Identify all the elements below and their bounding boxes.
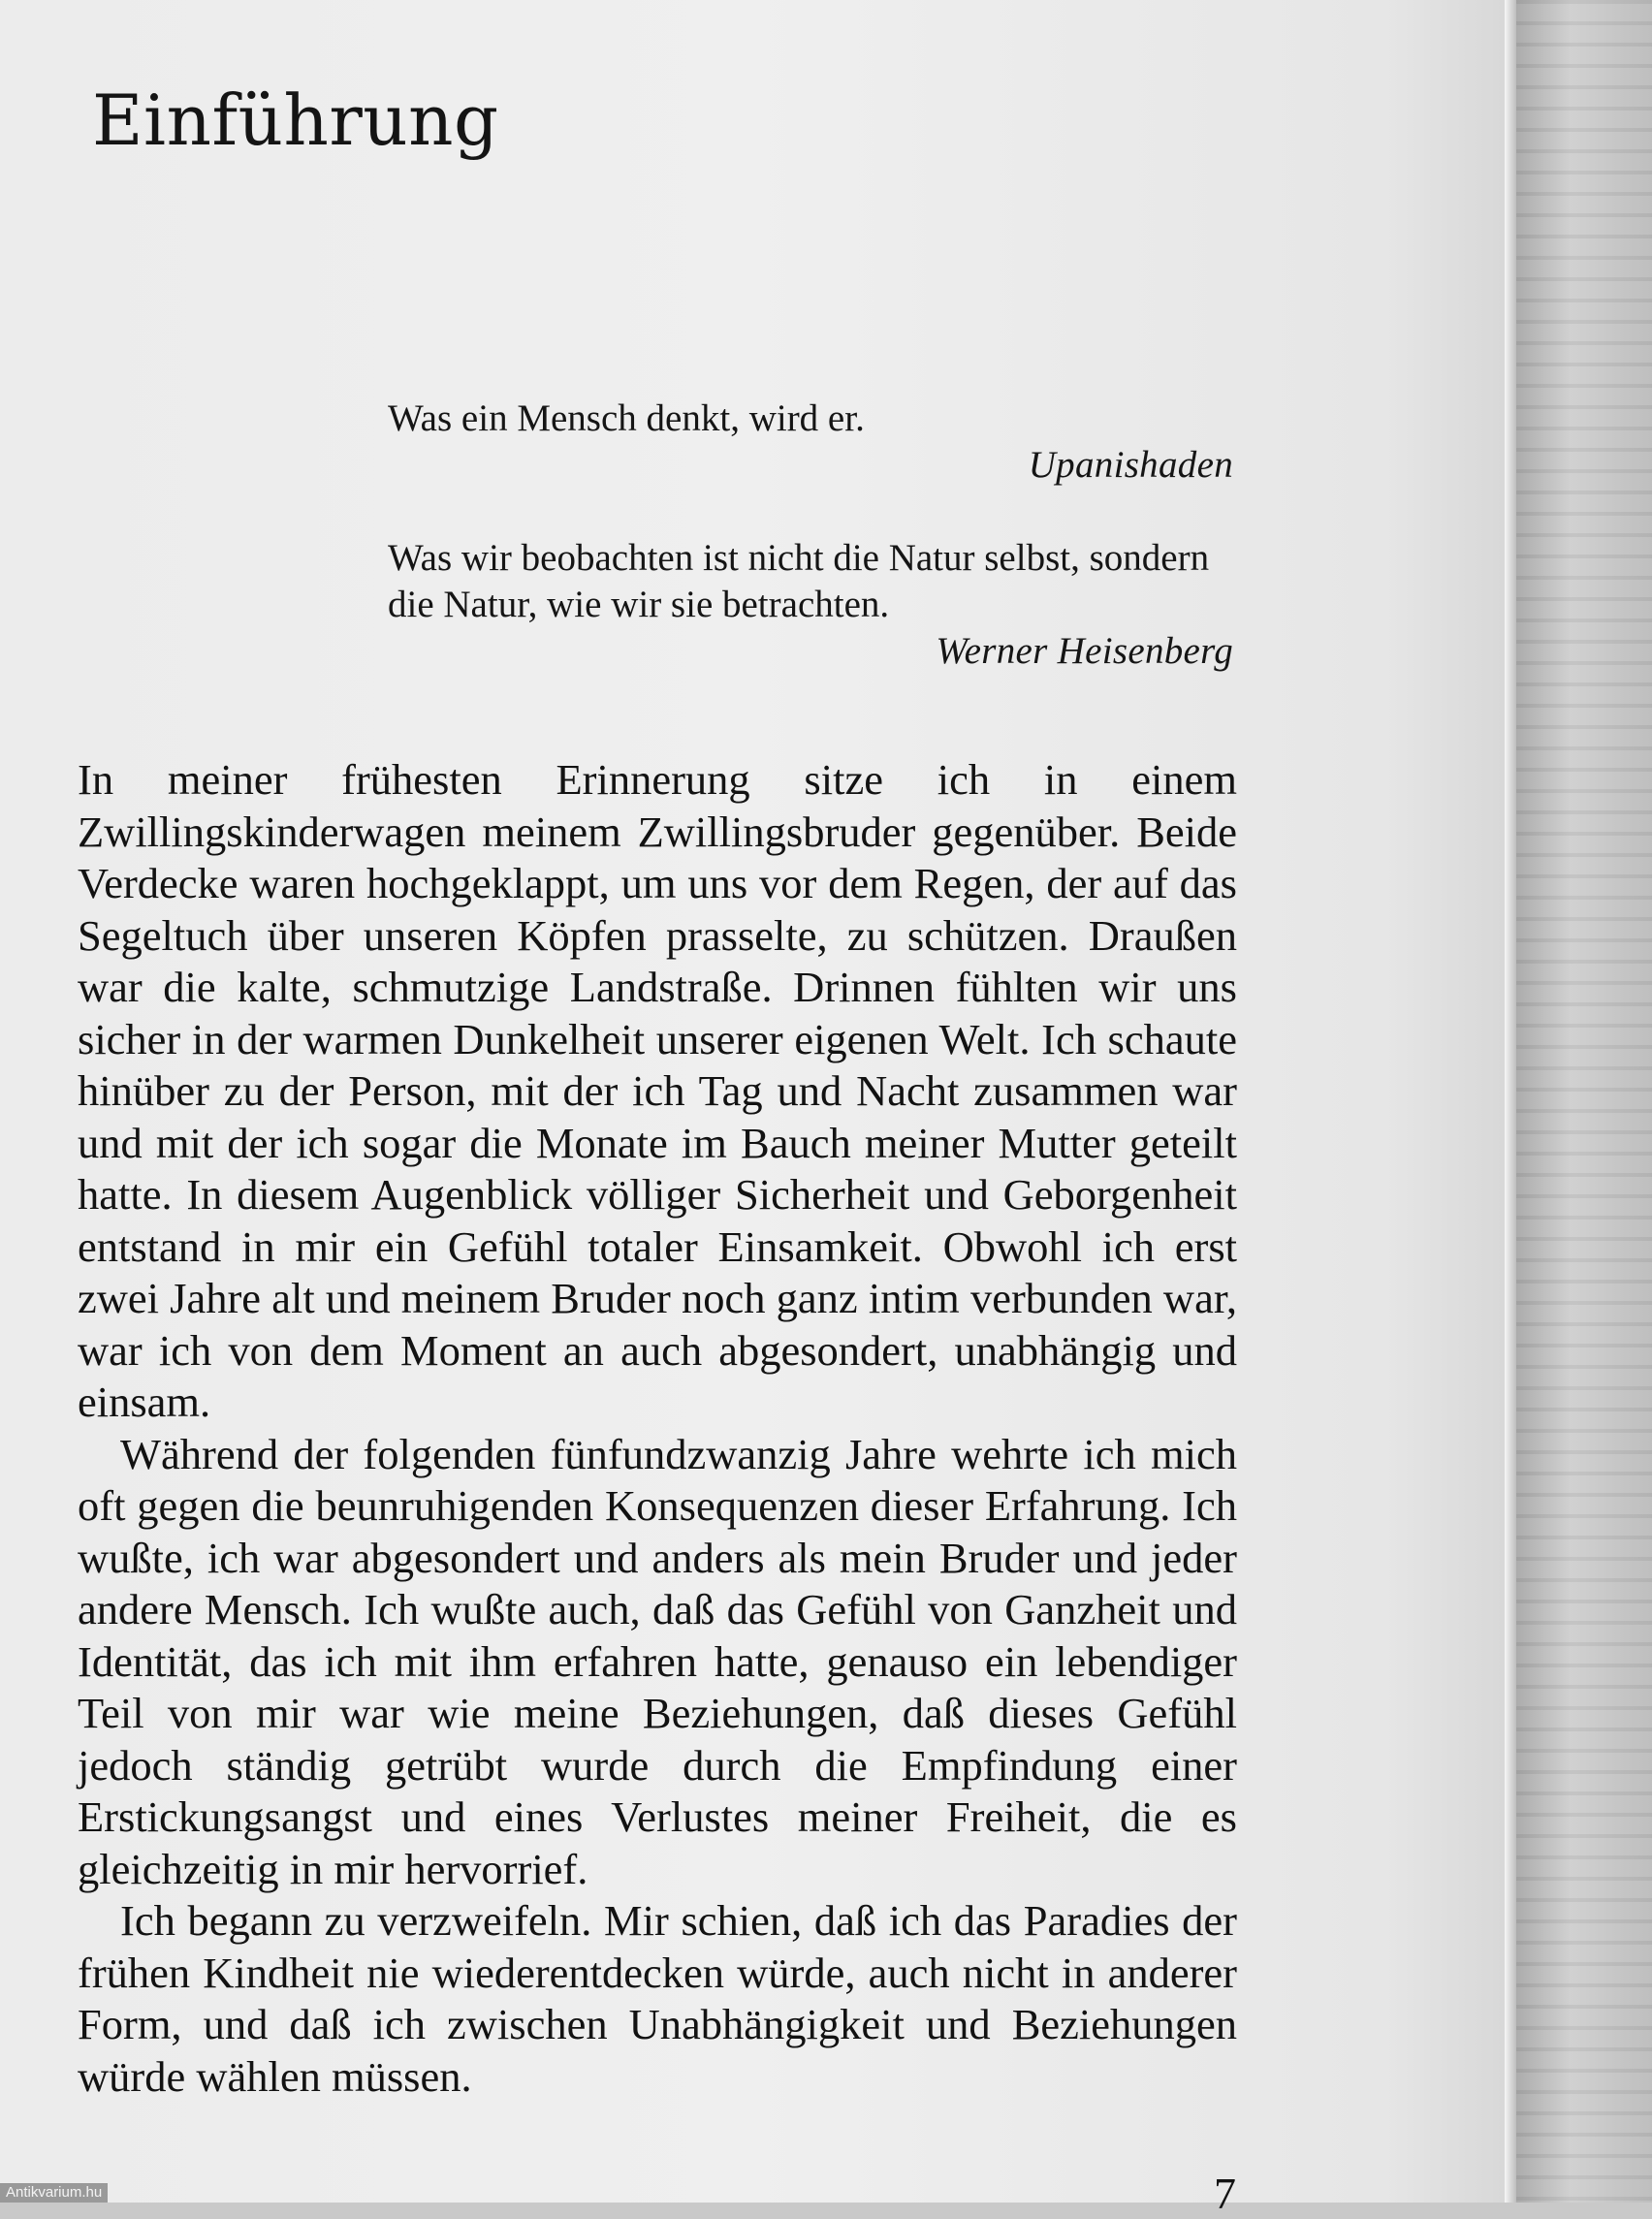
epigraph-heisenberg	[388, 535, 1233, 675]
chapter-title: Einführung	[92, 79, 499, 161]
page-number: 7	[1214, 2169, 1236, 2218]
wood-backdrop	[1516, 0, 1652, 2203]
paragraph: Ich begann zu verzweifeln. Mir schien, daß ich das Paradies der frühen Kindheit nie wiederentdecken würde, auch nicht in anderer Form, und daß ich zwischen Unabhängigkeit und Beziehungen würde wählen müssen.	[78, 1896, 1237, 2101]
paragraph: Während der folgenden fünfundzwanzig Jahre wehrte ich mich oft gegen die beunruhigenden Konsequenzen dieser Erfahrung. Ich wußte, ich war abgesondert und anders als mein Bruder und jeder andere Mensch. Ich wußte auch, daß das Gefühl von Ganzheit und Identität, das ich mit ihm erfahren hatte, genauso ein lebendiger Teil von mir war wie meine Beziehungen, daß dieses Gefühl jedoch ständig getrübt wurde durch die Empfindung einer Erstickungsangst und eines Verlustes meiner Freiheit, die es gleichzeitig in mir hervorrief.	[78, 1429, 1237, 1893]
epigraph-text: Was wir beobachten ist nicht die Natur selbst, sondern die Natur, wie wir sie betrachten.	[388, 537, 1210, 625]
paragraph: In meiner frühesten Erinnerung sitze ich in einem Zwillingskinderwagen meinem Zwillingsbruder gegenüber. Beide Verdecke waren hochgeklappt, um uns vor dem Regen, der auf das Segeltuch über unseren Köpfen prasselte, zu schützen. Draußen war die kalte, schmutzige Landstraße. Drinnen fühlten wir uns sicher in der warmen Dunkelheit unserer eigenen Welt. Ich schaute hinüber zu der Person, mit der ich Tag und Nacht zusammen war und mit der ich sogar die Monate im Bauch meiner Mutter geteilt hatte. In diesem Augenblick völliger Sicherheit und Geborgenheit entstand in mir ein Gefühl totaler Einsamkeit. Obwohl ich erst zwei Jahre alt und meinem Bruder noch ganz intim verbunden war, war ich von dem Moment an auch abgesondert, unabhängig und einsam.	[78, 755, 1237, 1426]
watermark: Antikvarium.hu	[0, 2183, 108, 2203]
page-edge	[1505, 0, 1516, 2203]
chapter-body	[78, 754, 1237, 2103]
epigraph-source: Werner Heisenberg	[936, 630, 1233, 672]
epigraph-source: Upanishaden	[1028, 444, 1233, 486]
epigraph-text: Was ein Mensch denkt, wird er.	[388, 397, 865, 439]
epigraph-upanishaden	[388, 396, 1233, 489]
